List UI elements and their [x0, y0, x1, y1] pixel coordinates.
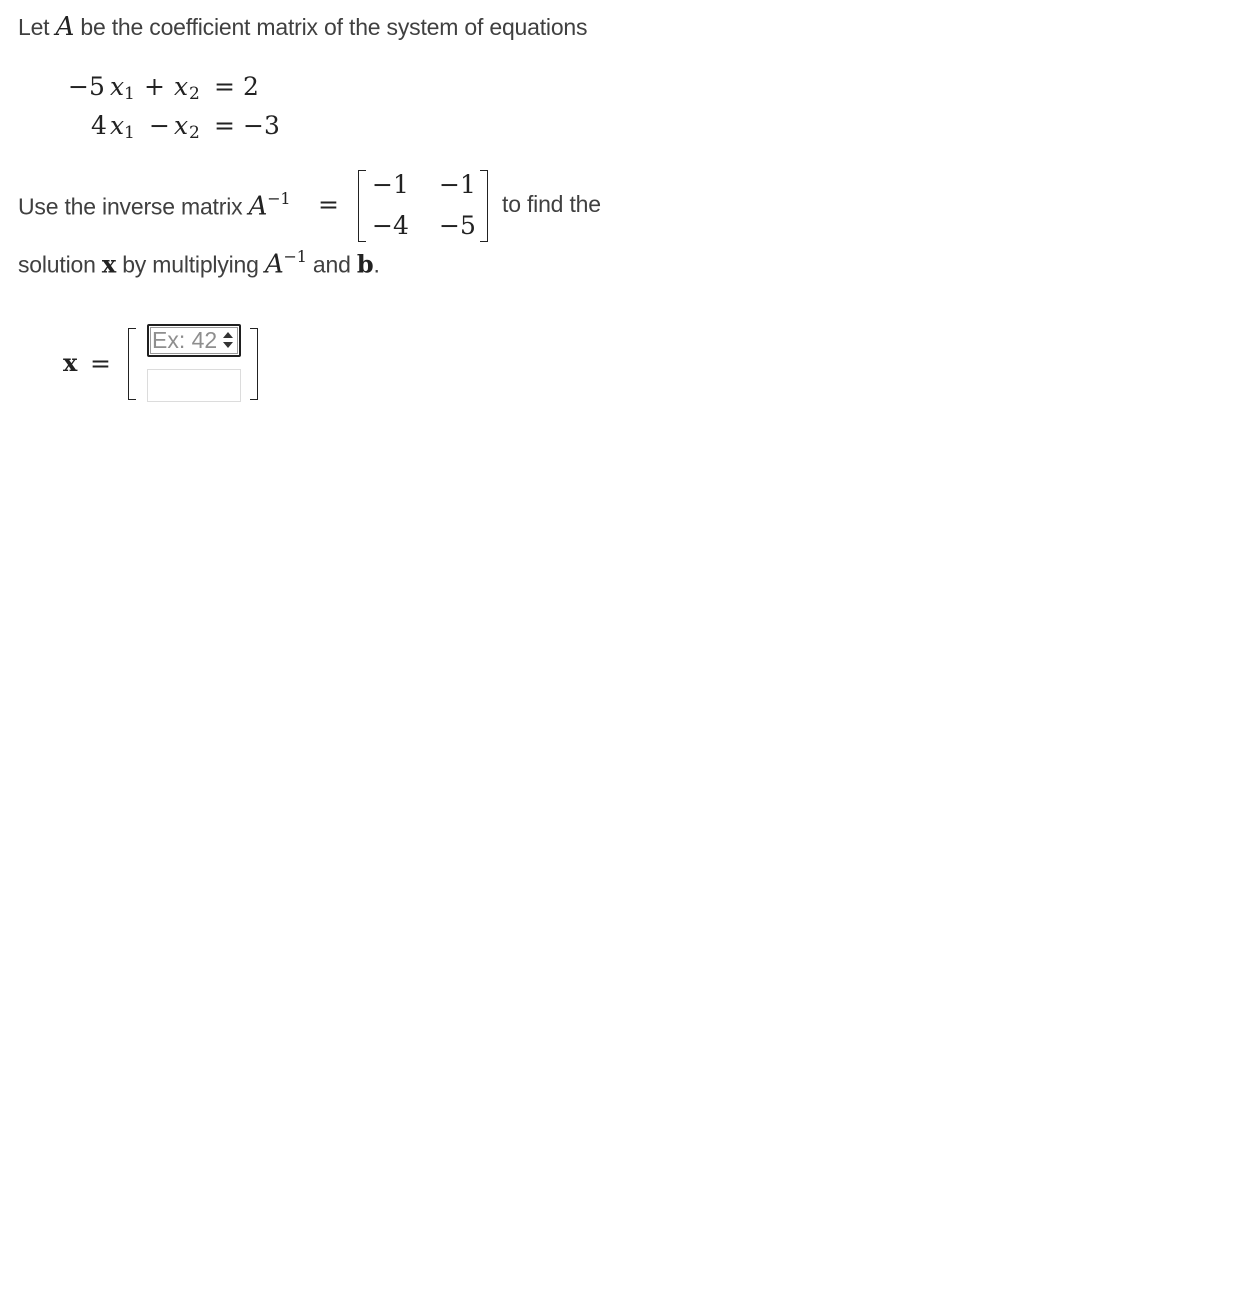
answer-x2-input[interactable] — [147, 369, 241, 402]
inverse-exponent-2: −1 — [283, 247, 307, 266]
answer-left-bracket — [128, 328, 136, 400]
matrix-cell-r2c1: −4 — [372, 211, 409, 240]
intro-text — [18, 12, 587, 42]
symbol-b-bold: b — [356, 249, 374, 279]
eq1-equals: = — [214, 72, 235, 101]
eq2-equals: = — [214, 111, 235, 140]
eq1-sub1: 1 — [124, 84, 135, 104]
instruction-line-1 — [18, 191, 290, 222]
intro-text-before: Let — [18, 14, 50, 40]
eq2-coef: 4 — [91, 111, 107, 140]
eq2-var1: x — [110, 111, 125, 140]
matrix-left-bracket — [358, 170, 366, 242]
period: . — [373, 251, 380, 278]
instruction-text-before: Use the inverse matrix — [18, 193, 243, 220]
inverse-exponent: −1 — [267, 189, 291, 208]
eq1-var2: x — [174, 72, 189, 101]
instruction-text-after: to find the — [502, 191, 601, 217]
spin-updown-icon[interactable] — [221, 330, 235, 350]
eq2-sub1: 1 — [124, 123, 135, 143]
symbol-x-bold: x — [101, 249, 116, 279]
eq2-op: − — [149, 111, 170, 140]
multiplying-text: by multiplying — [122, 251, 259, 278]
symbol-a-inverse-2: A — [264, 249, 284, 280]
solution-text: solution — [18, 251, 96, 278]
and-text: and — [312, 251, 351, 278]
answer-right-bracket — [250, 328, 258, 400]
eq2-sub2: 2 — [189, 123, 200, 143]
matrix-right-bracket — [480, 170, 488, 242]
answer-equals: = — [90, 349, 111, 378]
matrix-cell-r1c2: −1 — [439, 170, 476, 199]
answer-x-label: x — [63, 348, 78, 377]
symbol-a-inverse: A — [248, 191, 268, 222]
intro-text-after: be the coefficient matrix of the system of equations — [80, 14, 588, 40]
eq2-var2: x — [174, 111, 189, 140]
instruction-line-2 — [18, 249, 380, 280]
eq1-rhs: 2 — [243, 72, 259, 101]
matrix-cell-r2c2: −5 — [439, 211, 476, 240]
eq1-coef: −5 — [68, 72, 105, 101]
eq1-op: + — [144, 72, 165, 101]
symbol-a: A — [55, 12, 75, 42]
eq1-sub2: 2 — [189, 84, 200, 104]
eq2-rhs: −3 — [243, 111, 280, 140]
eq1-var1: x — [110, 72, 125, 101]
matrix-cell-r1c1: −1 — [372, 170, 409, 199]
matrix-equals: = — [318, 190, 339, 219]
